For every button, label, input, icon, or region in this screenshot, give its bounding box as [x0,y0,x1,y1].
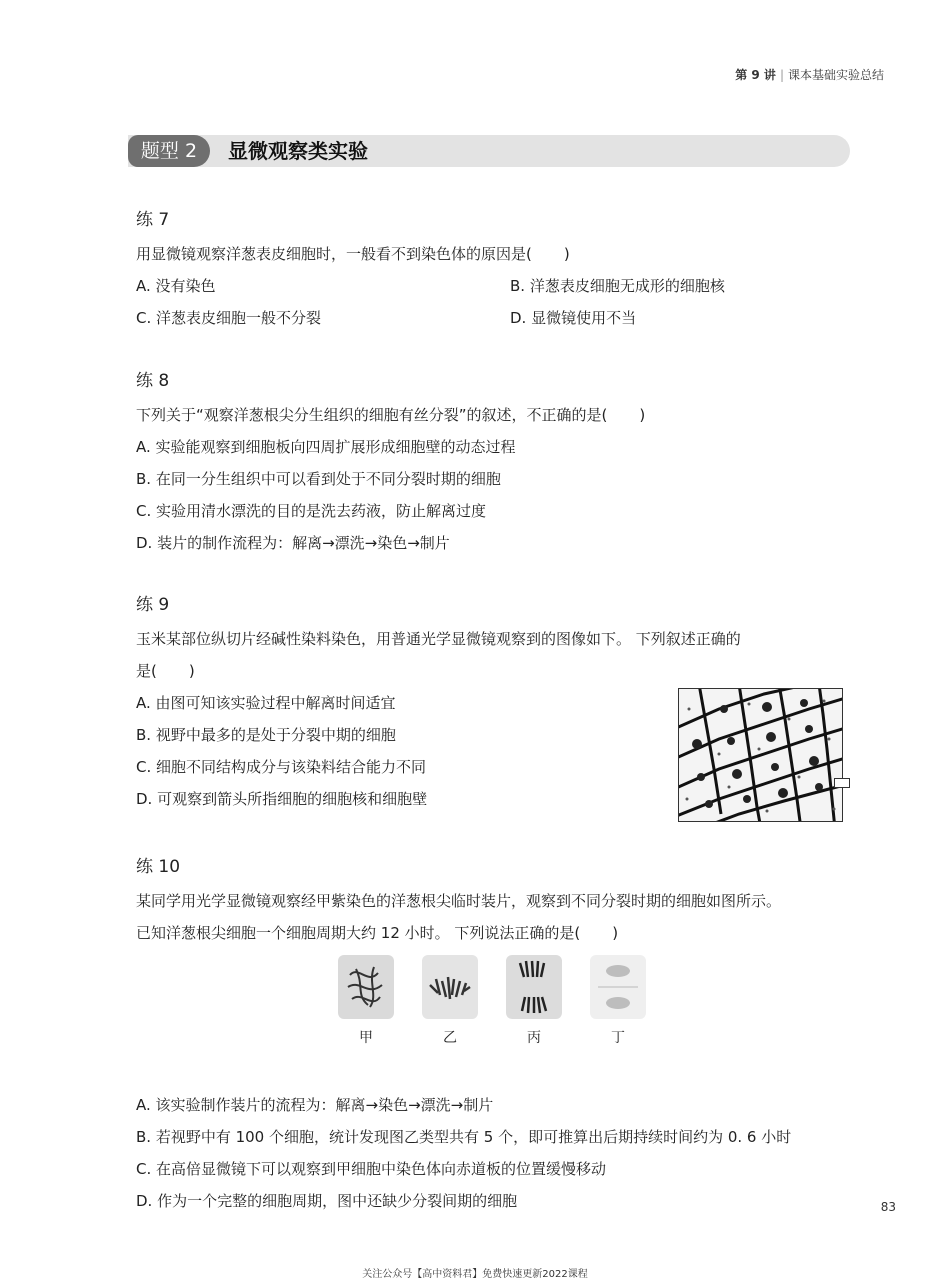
option-b: B. 在同一分生组织中可以看到处于不同分裂时期的细胞 [136,470,501,488]
question-7 [136,205,852,334]
option-a: A. 实验能观察到细胞板向四周扩展形成细胞壁的动态过程 [136,438,516,456]
figure-label: 乙 [443,1030,457,1046]
cell-figure-bing [504,955,564,1047]
question-label: 练 10 [136,857,181,877]
option-b: B. 视野中最多的是处于分裂中期的细胞 [136,726,396,744]
option-c: C. 实验用清水漂洗的目的是洗去药液，防止解离过度 [136,502,487,520]
question-stem-cont [136,655,852,687]
question-stem: 某同学用光学显微镜观察经甲紫染色的洋葱根尖临时装片，观察到不同分裂时期的细胞如图所示。 [136,892,782,910]
running-header [735,66,884,83]
question-stem [136,238,852,270]
stem-text: 已知洋葱根尖细胞一个细胞周期大约 12 小时。 下列说法正确的是( [136,924,581,942]
figure-label: 丁 [611,1030,625,1046]
option-a: A. 没有染色 [136,277,216,295]
option-c: C. 细胞不同结构成分与该染料结合能力不同 [136,758,427,776]
question-stem: 玉米某部位纵切片经碱性染料染色，用普通光学显微镜观察到的图像如下。 下列叙述正确的 [136,630,741,648]
question-8 [136,366,852,559]
figure-label: 甲 [359,1030,373,1046]
question-stem [136,399,852,431]
option-a: A. 由图可知该实验过程中解离时间适宜 [136,694,396,712]
section-title: 显微观察类实验 [228,139,368,163]
option-d: D. 作为一个完整的细胞周期，图中还缺少分裂间期的细胞 [136,1192,518,1210]
option-c: C. 洋葱表皮细胞一般不分裂 [136,309,322,327]
page-number: 83 [880,1200,896,1214]
lecture-title: 课本基础实验总结 [787,68,884,82]
section-tag: 题型 2 [128,135,210,167]
options-grid [136,270,852,334]
stem-text: 是( [136,662,157,680]
lecture-number: 第 9 讲 [735,68,776,82]
stem-close: ) [639,406,646,424]
question-label: 练 9 [136,595,170,615]
figure-label: 丙 [527,1030,541,1046]
question-label: 练 7 [136,210,170,230]
option-c: C. 在高倍显微镜下可以观察到甲细胞中染色体向赤道板的位置缓慢移动 [136,1160,607,1178]
stem-close: ) [188,662,195,680]
corn-section-micrograph [678,688,843,822]
cell-figure-jia [336,955,396,1047]
option-d: D. 装片的制作流程为：解离→漂洗→染色→制片 [136,534,450,552]
question-stem-cont [136,917,852,949]
prophase-cell-image [338,955,394,1019]
stem-text: 下列关于“观察洋葱根尖分生组织的细胞有丝分裂”的叙述，不正确的是( [136,406,608,424]
cell-figure-yi [420,955,480,1047]
option-d: D. 可观察到箭头所指细胞的细胞核和细胞壁 [136,790,428,808]
arrow-pointer-icon [834,778,850,788]
option-a: A. 该实验制作装片的流程为：解离→染色→漂洗→制片 [136,1096,494,1114]
stem-close: ) [563,245,570,263]
cell-figures [336,955,656,1055]
footer-note: 关注公众号【高中资料君】免费快速更新2022课程 [362,1269,588,1280]
cell-figure-ding [588,955,648,1047]
metaphase-cell-image [422,955,478,1019]
option-d: D. 显微镜使用不当 [510,309,637,327]
question-label: 练 8 [136,371,170,391]
option-b: B. 洋葱表皮细胞无成形的细胞核 [510,277,725,295]
option-b: B. 若视野中有 100 个细胞，统计发现图乙类型共有 5 个，即可推算出后期持续时间约为 0. 6 小时 [136,1128,792,1146]
header-separator: | [779,68,784,82]
stem-close: ) [612,924,619,942]
stem-text: 用显微镜观察洋葱表皮细胞时，一般看不到染色体的原因是( [136,245,532,263]
anaphase-cell-image [506,955,562,1019]
telophase-cell-image [590,955,646,1019]
